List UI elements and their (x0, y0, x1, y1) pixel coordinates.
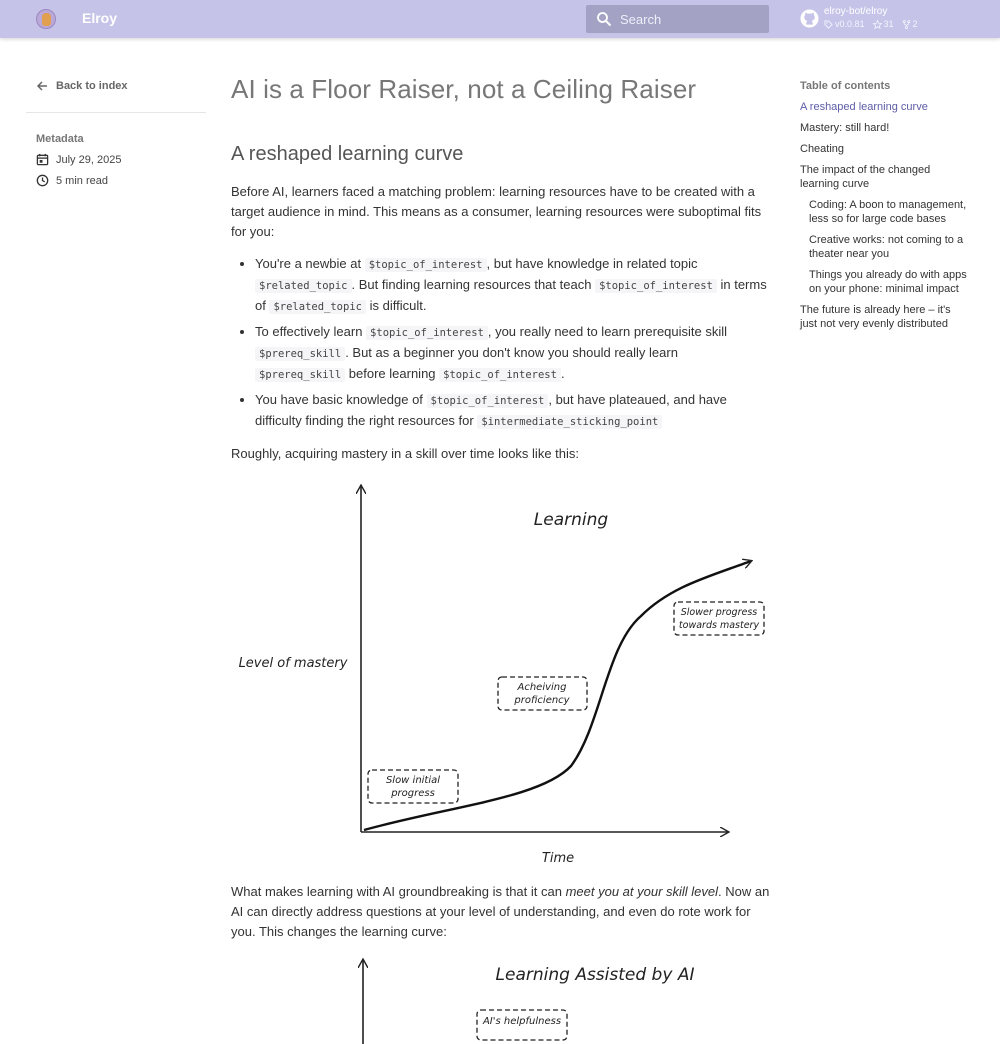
tag-icon (824, 20, 833, 29)
search-input[interactable] (586, 5, 769, 33)
search-placeholder: Search (620, 12, 662, 27)
repo-name[interactable]: elroy-bot/elroy (824, 6, 888, 17)
code-span: $prereq_skill (255, 368, 345, 382)
back-to-index-label: Back to index (56, 80, 128, 92)
repo-version-label: v0.0.81 (835, 19, 865, 29)
annotation-proficiency-line1: Acheiving (517, 682, 567, 693)
list-item: • You have basic knowledge of $topic_of_interest , but have plateaued, and have difficulty finding the right resources for $intermediate_sticking_point (255, 390, 771, 432)
back-to-index-link[interactable] (36, 80, 128, 92)
page-title: AI is a Floor Raiser, not a Ceiling Raiser (231, 74, 697, 104)
repo-version (824, 19, 865, 29)
code-span: $topic_of_interest (366, 326, 488, 340)
repo-forks-count: 2 (912, 19, 918, 29)
emphasis-text: meet you at your skill level (565, 884, 719, 899)
metadata-date-label: July 29, 2025 (56, 153, 122, 166)
toc-item-impact[interactable]: The impact of the changed learning curve (800, 164, 931, 190)
ai-paragraph: What makes learning with AI groundbreaking is that it can meet you at your skill level. Now an AI can directly address questions at your level of understanding, and even do rote work for you. This changes the learning curve: (231, 884, 770, 939)
clock-icon (36, 174, 49, 187)
code-span: $related_topic (255, 279, 352, 293)
site-title[interactable]: Elroy (82, 10, 118, 26)
table-of-contents (800, 80, 970, 338)
arrow-left-icon (36, 80, 48, 92)
mastery-intro-paragraph: Roughly, acquiring mastery in a skill over time looks like this: (231, 446, 580, 461)
star-icon (873, 20, 882, 29)
problem-list (255, 254, 771, 432)
github-icon[interactable] (800, 9, 819, 28)
code-span: $intermediate_sticking_point (477, 415, 662, 429)
ai-learning-curve-diagram (231, 954, 771, 1044)
repo-facts (824, 19, 918, 29)
section-heading: A reshaped learning curve (231, 143, 464, 165)
learning-curve-figure (231, 476, 771, 876)
code-span: $related_topic (269, 300, 366, 314)
repo-stars (873, 19, 894, 29)
metadata-date (36, 153, 121, 166)
annotation-mastery-line2: towards mastery (678, 620, 760, 631)
calendar-icon (36, 153, 49, 166)
toc-item-cheating[interactable]: Cheating (800, 143, 845, 155)
annotation-proficiency-line2: proficiency (514, 695, 570, 706)
toc-item-reshaped-learning-curve[interactable]: A reshaped learning curve (800, 101, 928, 113)
article (231, 74, 771, 1044)
metadata-read-time (36, 174, 108, 187)
toc-item-phone-apps[interactable]: Things you already do with apps on your phone: minimal impact (809, 269, 967, 295)
code-span: $topic_of_interest (365, 258, 487, 272)
annotation-helpfulness-line1: AI's helpfulness (482, 1016, 562, 1027)
code-span: $topic_of_interest (439, 368, 561, 382)
x-axis-label: Time (541, 851, 575, 866)
ai-learning-curve-figure (231, 954, 771, 1044)
code-span: $topic_of_interest (427, 394, 549, 408)
learning-curve-diagram (231, 476, 771, 876)
toc-item-coding[interactable]: Coding: A boon to management, less so for large code bases (809, 199, 967, 225)
fork-icon (902, 20, 911, 29)
annotation-slow-line1: Slow initial (385, 775, 441, 786)
sidebar-divider (26, 112, 206, 113)
list-item: • To effectively learn $topic_of_interest , you really need to learn prerequisite skill $prereq_skill . But as a beginner you don't know you should really learn $prereq_skill before learning $topic_of_interest . (255, 322, 771, 385)
annotation-mastery-line1: Slower progress (680, 607, 758, 618)
search-icon (596, 11, 612, 27)
y-axis-label: Level of mastery (238, 656, 348, 671)
toc-title: Table of contents (800, 80, 891, 92)
figure-title: Learning Assisted by AI (495, 965, 695, 985)
site-logo[interactable] (36, 9, 56, 29)
code-span: $topic_of_interest (595, 279, 717, 293)
annotation-slow-line2: progress (391, 788, 435, 799)
top-app-bar (0, 0, 1000, 38)
metadata-title: Metadata (36, 133, 84, 145)
toc-item-creative-works[interactable]: Creative works: not coming to a theater near you (809, 234, 964, 260)
intro-paragraph: Before AI, learners faced a matching problem: learning resources have to be created with a target audience in mind. This means as a consumer, learning resources were suboptimal fits for you: (231, 184, 762, 239)
repo-forks (902, 19, 918, 29)
repo-stars-count: 31 (883, 19, 894, 29)
metadata-read-time-label: 5 min read (56, 174, 108, 187)
figure-title: Learning (533, 510, 609, 530)
code-span: $prereq_skill (255, 347, 345, 361)
toc-item-mastery[interactable]: Mastery: still hard! (800, 122, 890, 134)
list-item: • You're a newbie at $topic_of_interest , but have knowledge in related topic $related_topic . But finding learning resources that teach $topic_of_interest in terms of $related_topic is difficult. (255, 254, 771, 317)
toc-item-future[interactable]: The future is already here – it's just not very evenly distributed (800, 304, 951, 330)
